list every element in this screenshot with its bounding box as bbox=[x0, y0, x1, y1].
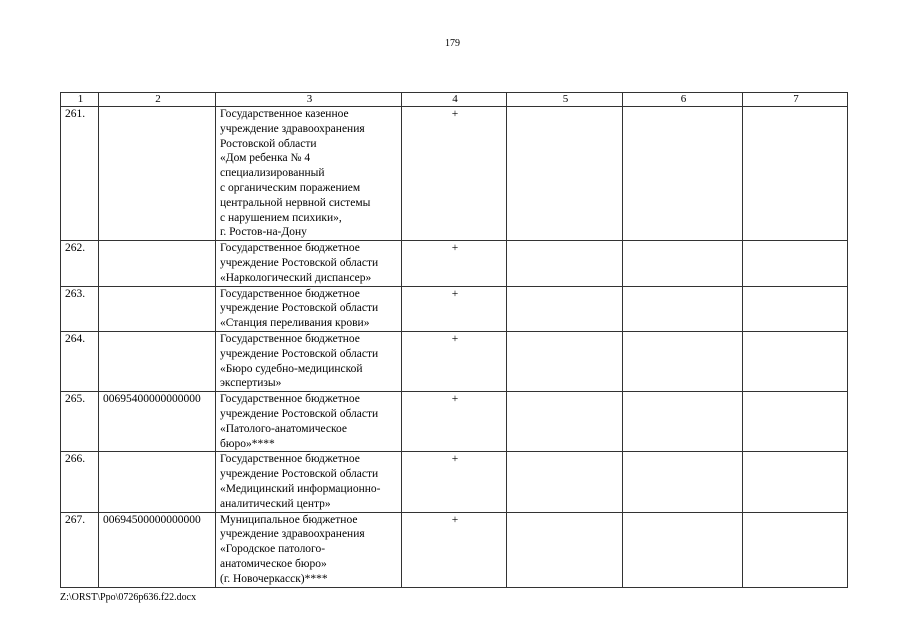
organization-name-line: учреждение здравоохранения bbox=[220, 528, 365, 541]
column-5-cell bbox=[507, 452, 623, 512]
column-6-cell bbox=[623, 452, 743, 512]
organization-name bbox=[216, 331, 402, 391]
column-7-cell bbox=[743, 241, 848, 286]
organization-code bbox=[99, 107, 216, 241]
organization-name-line: с органическим поражением bbox=[220, 181, 361, 194]
row-number: 266. bbox=[61, 452, 99, 512]
column-header-6: 6 bbox=[623, 93, 743, 107]
organization-name bbox=[216, 286, 402, 331]
organization-name-line: Ростовской области bbox=[220, 137, 317, 150]
table-row bbox=[61, 392, 848, 452]
organization-name bbox=[216, 452, 402, 512]
organization-name-line: учреждение здравоохранения bbox=[220, 122, 365, 135]
column-4-mark: + bbox=[402, 286, 507, 331]
organization-name-line: Государственное бюджетное bbox=[220, 287, 360, 300]
organization-code bbox=[99, 241, 216, 286]
organization-name-line: аналитический центр» bbox=[220, 497, 331, 510]
table-row bbox=[61, 331, 848, 391]
column-4-mark: + bbox=[402, 107, 507, 241]
table-row bbox=[61, 512, 848, 587]
row-number: 261. bbox=[61, 107, 99, 241]
column-6-cell bbox=[623, 107, 743, 241]
organization-name-line: центральной нервной системы bbox=[220, 196, 371, 209]
organization-name-line: (г. Новочеркасск)**** bbox=[220, 572, 328, 585]
column-4-mark: + bbox=[402, 241, 507, 286]
column-5-cell bbox=[507, 107, 623, 241]
column-4-mark: + bbox=[402, 392, 507, 452]
column-5-cell bbox=[507, 392, 623, 452]
column-7-cell bbox=[743, 512, 848, 587]
column-7-cell bbox=[743, 452, 848, 512]
column-header-4: 4 bbox=[402, 93, 507, 107]
organization-name-line: экспертизы» bbox=[220, 377, 282, 390]
column-4-mark: + bbox=[402, 452, 507, 512]
organization-code bbox=[99, 331, 216, 391]
organization-code bbox=[99, 452, 216, 512]
column-5-cell bbox=[507, 331, 623, 391]
table-row bbox=[61, 241, 848, 286]
organization-name-line: Муниципальное бюджетное bbox=[220, 513, 358, 526]
organization-name-line: Государственное казенное bbox=[220, 108, 349, 120]
organization-name-line: Государственное бюджетное bbox=[220, 332, 360, 345]
column-header-2: 2 bbox=[99, 93, 216, 107]
organization-name-line: учреждение Ростовской области bbox=[220, 347, 379, 360]
organization-name-line: «Наркологический диспансер» bbox=[220, 271, 372, 284]
row-number: 263. bbox=[61, 286, 99, 331]
column-header-7: 7 bbox=[743, 93, 848, 107]
organization-name-line: бюро»**** bbox=[220, 437, 275, 450]
organization-name-line: анатомическое бюро» bbox=[220, 557, 327, 570]
column-4-mark: + bbox=[402, 331, 507, 391]
page-number: 179 bbox=[445, 38, 460, 49]
organization-name-line: «Патолого-анатомическое bbox=[220, 422, 348, 435]
column-header-5: 5 bbox=[507, 93, 623, 107]
column-7-cell bbox=[743, 107, 848, 241]
column-6-cell bbox=[623, 392, 743, 452]
column-5-cell bbox=[507, 286, 623, 331]
organization-name-line: «Медицинский информационно- bbox=[220, 482, 381, 495]
organization-name-line: специализированный bbox=[220, 167, 325, 180]
column-5-cell bbox=[507, 241, 623, 286]
column-7-cell bbox=[743, 392, 848, 452]
organization-name-line: Государственное бюджетное bbox=[220, 453, 360, 466]
table-body bbox=[61, 107, 848, 588]
column-6-cell bbox=[623, 512, 743, 587]
column-header-1: 1 bbox=[61, 93, 99, 107]
column-4-mark: + bbox=[402, 512, 507, 587]
row-number: 264. bbox=[61, 331, 99, 391]
column-6-cell bbox=[623, 286, 743, 331]
organization-name bbox=[216, 392, 402, 452]
organization-name-line: Государственное бюджетное bbox=[220, 242, 360, 255]
organization-name-line: «Станция переливания крови» bbox=[220, 317, 370, 330]
organization-name-line: Государственное бюджетное bbox=[220, 393, 360, 406]
organization-name bbox=[216, 107, 402, 241]
organization-name-line: с нарушением психики», bbox=[220, 211, 342, 224]
column-header-3: 3 bbox=[216, 93, 402, 107]
organization-name-line: «Дом ребенка № 4 bbox=[220, 152, 311, 165]
organization-name-line: учреждение Ростовской области bbox=[220, 256, 379, 269]
organization-name-line: учреждение Ростовской области bbox=[220, 302, 379, 315]
column-7-cell bbox=[743, 331, 848, 391]
organization-name bbox=[216, 512, 402, 587]
header-row bbox=[61, 93, 848, 107]
column-6-cell bbox=[623, 331, 743, 391]
row-number: 265. bbox=[61, 392, 99, 452]
organization-name bbox=[216, 241, 402, 286]
table-row bbox=[61, 286, 848, 331]
organization-code: 00695400000000000 bbox=[99, 392, 216, 452]
organization-name-line: учреждение Ростовской области bbox=[220, 468, 379, 481]
footer-file-path: Z:\ORST\Ppo\0726p636.f22.docx bbox=[60, 592, 197, 603]
row-number: 262. bbox=[61, 241, 99, 286]
organization-code: 00694500000000000 bbox=[99, 512, 216, 587]
column-6-cell bbox=[623, 241, 743, 286]
table-row bbox=[61, 107, 848, 241]
column-7-cell bbox=[743, 286, 848, 331]
table-row bbox=[61, 452, 848, 512]
column-5-cell bbox=[507, 512, 623, 587]
organization-name-line: учреждение Ростовской области bbox=[220, 407, 379, 420]
organization-name-line: г. Ростов-на-Дону bbox=[220, 226, 307, 239]
organization-name-line: «Бюро судебно-медицинской bbox=[220, 362, 363, 375]
organizations-table bbox=[60, 92, 848, 588]
organization-code bbox=[99, 286, 216, 331]
row-number: 267. bbox=[61, 512, 99, 587]
organization-name-line: «Городское патолого- bbox=[220, 543, 326, 556]
